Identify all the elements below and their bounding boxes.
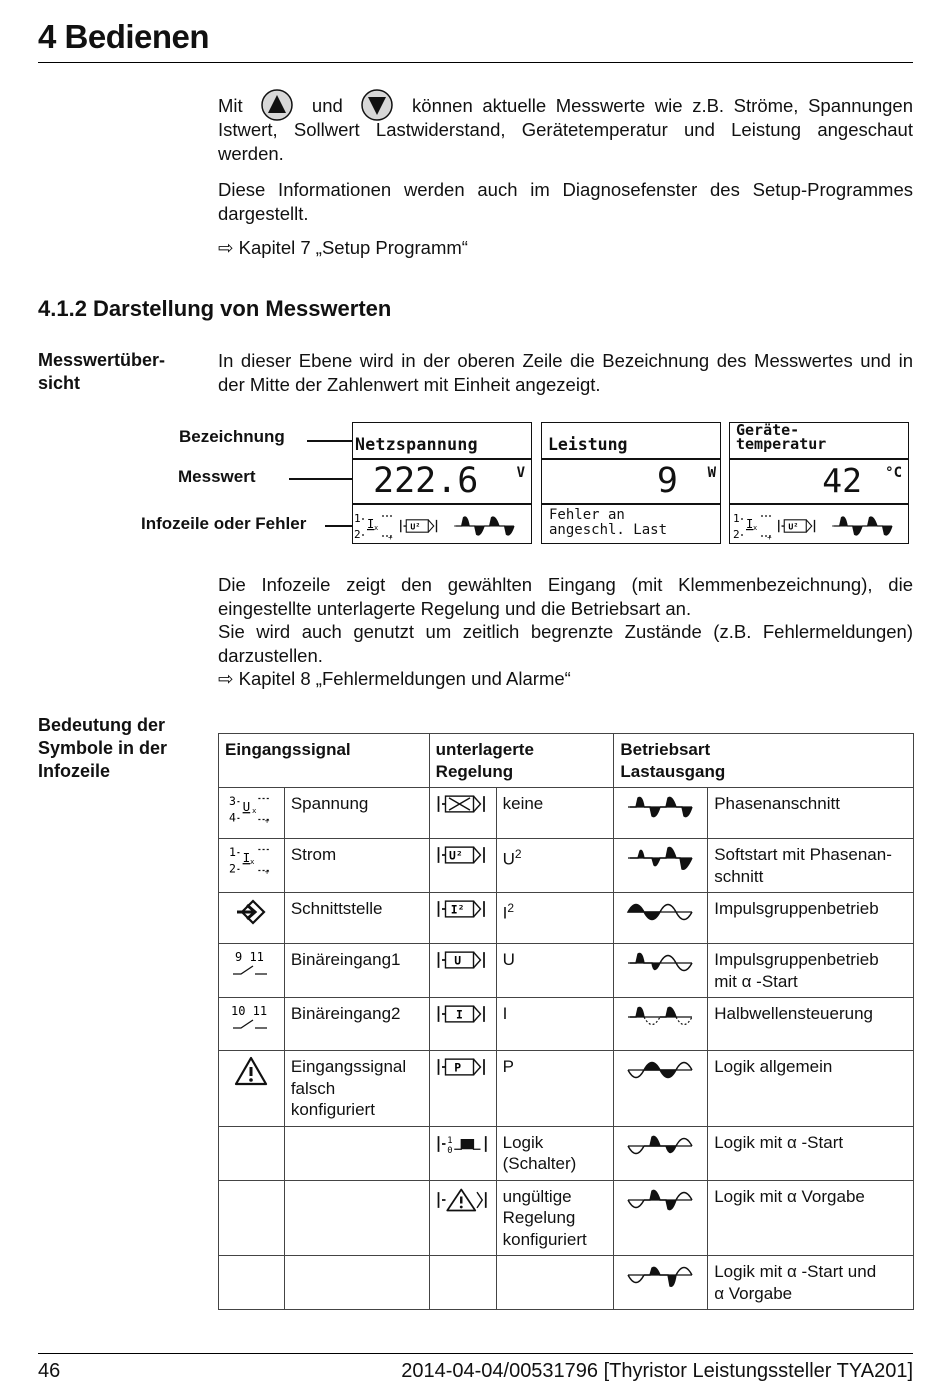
table-header-row: [219, 734, 914, 788]
input-label: Binäreingang1: [284, 944, 429, 998]
u-regulation-icon: [429, 944, 496, 998]
table-row: [219, 893, 914, 944]
phase-angle-icon: [614, 788, 708, 839]
svg-text:U²: U²: [788, 521, 799, 532]
mode-label: Impulsgruppenbetrieb: [708, 893, 914, 944]
regulation-label: [496, 839, 614, 893]
svg-text:x: x: [753, 524, 758, 532]
svg-text:P: P: [453, 1060, 461, 1075]
mode-label: Softstart mit Phasenan- schnitt: [708, 839, 914, 893]
lcd-title: Netzspannung: [355, 435, 478, 454]
lcd-error-line-2: angeschl. Last: [549, 522, 668, 538]
info-reference: [218, 667, 913, 691]
svg-text:10 11: 10 11: [231, 1004, 268, 1018]
svg-text:U²: U²: [410, 521, 421, 532]
svg-text:I: I: [243, 850, 251, 866]
regulation-label-sup: 2: [514, 847, 522, 861]
regulation-label-base: I: [502, 903, 508, 923]
input-label: [284, 1180, 429, 1256]
table-row: [219, 788, 914, 839]
mode-label: Logik mit α Vorgabe: [708, 1180, 914, 1256]
svg-text:I: I: [455, 1007, 463, 1022]
warning-icon: [219, 1051, 285, 1127]
page-heading: 4 Bedienen: [38, 18, 210, 55]
svg-text:U²: U²: [448, 848, 463, 863]
binary-input-2-icon: [219, 998, 285, 1051]
lcd-title-line-1: Geräte-: [736, 421, 800, 439]
regulation-label: P: [496, 1051, 614, 1127]
callout-infozeile: Infozeile oder Fehler: [141, 514, 307, 533]
interface-icon: [219, 893, 285, 944]
empty-cell: [219, 1256, 285, 1310]
header-operating-mode: Betriebsart Lastausgang: [614, 734, 914, 788]
burst-alpha-start-icon: [614, 944, 708, 998]
symbols-table: [218, 733, 914, 1310]
regulation-label: [496, 893, 614, 944]
lcd-divider: [730, 458, 908, 460]
regulation-label: [496, 1256, 614, 1310]
side-label-symbols: Bedeutung der Symbole in der Infozeile: [38, 715, 168, 781]
input-label: Binäreingang2: [284, 998, 429, 1051]
current-input-icon: [733, 510, 775, 542]
current-input-icon: [219, 839, 285, 893]
mode-label: Logik mit α -Start: [708, 1126, 914, 1180]
table-row: [219, 1126, 914, 1180]
input-label: [284, 1126, 429, 1180]
u2-regulation-icon: [398, 515, 442, 537]
u2-regulation-icon: [429, 839, 496, 893]
info-paragraph-2: Sie wird auch genutzt um zeitlich begrenzte Zustände (z.B. Fehlermeldungen) darzustellen.: [218, 621, 913, 666]
regulation-label: ungültige Regelung konfiguriert: [496, 1180, 614, 1256]
lcd-display-voltage: [352, 422, 532, 544]
header-regulation: unterlagerte Regelung: [429, 734, 614, 788]
input-label: Schnittstelle: [284, 893, 429, 944]
reference-arrow-icon: ⇨: [218, 668, 234, 689]
intro-reference: [218, 236, 913, 260]
u2-regulation-icon: [776, 515, 820, 537]
svg-text:+: +: [265, 866, 270, 877]
svg-text:1: 1: [229, 844, 237, 859]
phase-angle-wave-icon: [821, 512, 905, 540]
intro-paragraph-1: [218, 94, 913, 166]
lcd-unit: °C: [885, 465, 902, 481]
up-arrow-button-icon: [260, 95, 294, 117]
callout-line-messwert: [289, 478, 353, 480]
callout-line-bezeichnung: [307, 440, 353, 442]
input-label: Strom: [284, 839, 429, 893]
lcd-title: Leistung: [548, 435, 628, 454]
svg-text:I: I: [367, 517, 375, 531]
mode-label: Halbwellensteuerung: [708, 998, 914, 1051]
empty-cell: [429, 1256, 496, 1310]
lcd-divider: [542, 503, 720, 505]
lcd-divider: [353, 458, 531, 460]
mode-label: Impulsgruppenbetrieb mit α -Start: [708, 944, 914, 998]
p-regulation-icon: [429, 1051, 496, 1127]
table-row: [219, 998, 914, 1051]
lcd-value: 9: [656, 461, 678, 501]
mode-label: Logik mit α -Start und α Vorgabe: [708, 1256, 914, 1310]
svg-text:3: 3: [229, 793, 237, 808]
input-label: Spannung: [284, 788, 429, 839]
logic-general-icon: [614, 1051, 708, 1127]
callout-line-infozeile: [325, 525, 353, 527]
callout-bezeichnung: Bezeichnung: [179, 427, 285, 446]
intro-rest: können aktuelle Messwerte wie z.B. Ströme, Spannungen Istwert, Sollwert Lastwiderstand, Gerätetemperatur und Leistung angeschaut werden.: [218, 95, 914, 164]
document-reference: 2014-04-04/00531796 [Thyristor Leistungssteller TYA201]: [401, 1360, 913, 1382]
svg-text:+: +: [265, 815, 270, 826]
regulation-label-sup: 2: [507, 901, 515, 915]
side-label-overview: Messwertüber- sicht: [38, 350, 166, 393]
svg-text:+: +: [767, 533, 772, 542]
invalid-regulation-icon: [429, 1180, 496, 1256]
lcd-value: 42: [822, 461, 862, 500]
input-label: Eingangssignal falsch konfiguriert: [284, 1051, 429, 1127]
lcd-divider: [730, 503, 908, 505]
table-row: [219, 1180, 914, 1256]
info-paragraph-1: Die Infozeile zeigt den gewählten Eingang (mit Klemmenbezeichnung), die eingestellte unterlagerte Regelung und die Betriebsart an.: [218, 574, 913, 619]
burst-firing-icon: [614, 893, 708, 944]
intro-und: und: [311, 95, 343, 116]
current-input-icon: [354, 510, 396, 542]
section-heading: 4.1.2 Darstellung von Messwerten: [38, 296, 392, 321]
i-regulation-icon: [429, 998, 496, 1051]
svg-text:4: 4: [229, 810, 237, 825]
lcd-unit: V: [516, 465, 525, 481]
empty-cell: [219, 1180, 285, 1256]
svg-text:1: 1: [733, 512, 740, 525]
lcd-value: 222.6: [373, 461, 479, 501]
switch-logic-icon: [429, 1126, 496, 1180]
softstart-icon: [614, 839, 708, 893]
regulation-label: U: [496, 944, 614, 998]
regulation-label: I: [496, 998, 614, 1051]
intro-reference-text: Kapitel 7 „Setup Programm“: [238, 237, 468, 258]
empty-cell: [219, 1126, 285, 1180]
lcd-title-line-2: temperatur: [736, 435, 827, 453]
voltage-input-icon: [219, 788, 285, 839]
footer-rule: [38, 1353, 913, 1354]
phase-angle-wave-icon: [443, 512, 527, 540]
mode-label: Logik allgemein: [708, 1051, 914, 1127]
lcd-display-temperature: [729, 422, 909, 544]
svg-text:2: 2: [354, 528, 361, 541]
down-arrow-button-icon: [360, 95, 394, 117]
i2-regulation-icon: [429, 893, 496, 944]
svg-text:0: 0: [446, 1145, 453, 1156]
half-wave-icon: [614, 998, 708, 1051]
svg-text:1: 1: [354, 512, 361, 525]
input-label: [284, 1256, 429, 1310]
header-input-signal: Eingangssignal: [219, 734, 430, 788]
svg-text:I: I: [746, 517, 754, 531]
lcd-error-line-1: Fehler an: [549, 507, 625, 523]
svg-text:U: U: [453, 953, 461, 968]
regulation-label: Logik (Schalter): [496, 1126, 614, 1180]
regulation-label-base: U: [502, 849, 515, 869]
regulation-label: keine: [496, 788, 614, 839]
svg-text:x: x: [374, 524, 379, 532]
logic-alpha-start-preset-icon: [614, 1256, 708, 1310]
intro-mit: Mit: [218, 95, 243, 116]
lcd-unit: W: [707, 465, 716, 481]
mode-label: Phasenanschnitt: [708, 788, 914, 839]
logic-alpha-preset-icon: [614, 1180, 708, 1256]
none-regulation-icon: [429, 788, 496, 839]
table-row: [219, 1051, 914, 1127]
table-row: [219, 839, 914, 893]
binary-input-1-icon: [219, 944, 285, 998]
svg-text:1: 1: [446, 1135, 453, 1146]
lcd-display-power: [541, 422, 721, 544]
info-reference-text: Kapitel 8 „Fehlermeldungen und Alarme“: [238, 668, 571, 689]
svg-text:U: U: [243, 799, 251, 815]
svg-text:2: 2: [229, 861, 237, 876]
svg-text:x: x: [252, 806, 257, 816]
lcd-divider: [542, 458, 720, 460]
svg-text:2: 2: [733, 528, 740, 541]
page-number: 46: [38, 1360, 61, 1382]
callout-messwert: Messwert: [178, 467, 256, 486]
svg-text:+: +: [388, 533, 393, 542]
svg-text:x: x: [250, 857, 255, 867]
table-row: [219, 944, 914, 998]
table-row: [219, 1256, 914, 1310]
overview-text: In dieser Ebene wird in der oberen Zeile die Bezeichnung des Messwertes und in der Mitte der Zahlenwert mit Einheit angezeigt.: [218, 350, 913, 395]
svg-text:9 11: 9 11: [235, 950, 265, 964]
svg-text:I²: I²: [450, 902, 465, 917]
lcd-divider: [353, 503, 531, 505]
logic-alpha-start-icon: [614, 1126, 708, 1180]
reference-arrow-icon: ⇨: [218, 237, 234, 258]
header-rule: [38, 62, 913, 63]
intro-paragraph-2: Diese Informationen werden auch im Diagnosefenster des Setup-Programmes dargestellt.: [218, 179, 913, 224]
